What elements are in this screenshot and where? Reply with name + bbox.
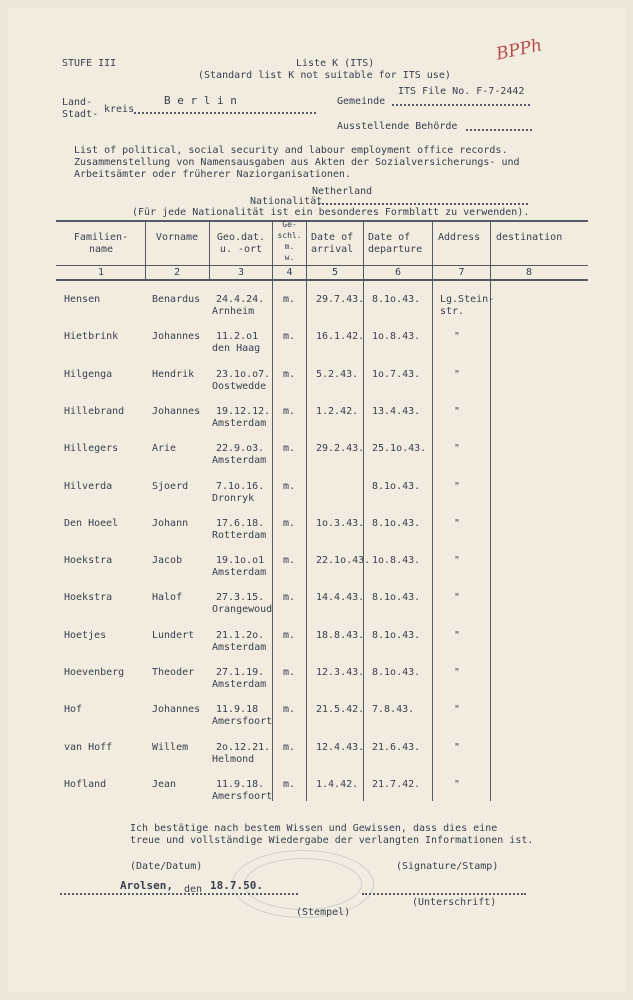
cell-arrival-date: 1.2.42. xyxy=(316,406,359,417)
cell-address: " xyxy=(454,667,461,678)
cell-birth-date: 19.1o.o1 xyxy=(216,555,265,566)
cell-surname: Hillebrand xyxy=(64,406,125,417)
cell-sex: m. xyxy=(283,443,296,454)
cell-birth-place: Arnheim xyxy=(212,306,255,317)
cell-departure-date: 1o.8.43. xyxy=(372,555,421,566)
behoerde-label: Ausstellende Behörde xyxy=(337,121,458,132)
cell-address: " xyxy=(454,443,461,454)
intro-line-3: Arbeitsämter oder früherer Naziorganisationen. xyxy=(74,169,351,180)
cell-first-name: Jean xyxy=(152,779,177,790)
cell-birth-place: Orangewoud xyxy=(212,604,273,615)
gemeinde-label: Gemeinde xyxy=(337,96,386,107)
cell-arrival-date: 14.4.43. xyxy=(316,592,365,603)
cell-arrival-date: 18.8.43. xyxy=(316,630,365,641)
cell-address: " xyxy=(454,779,461,790)
cell-arrival-date: 16.1.42. xyxy=(316,331,365,342)
cell-departure-date: 25.1o.43. xyxy=(372,443,427,454)
cell-birth-date: 11.2.o1 xyxy=(216,331,259,342)
liste-subtitle: (Standard list K not suitable for ITS use) xyxy=(198,70,451,81)
col-number: 7 xyxy=(458,267,465,278)
cell-birth-date: 23.1o.o7. xyxy=(216,369,271,380)
cell-birth-place: Amsterdam xyxy=(212,418,267,429)
cell-sex: m. xyxy=(283,630,296,641)
cell-sex: m. xyxy=(283,555,296,566)
cell-birth-place: Dronryk xyxy=(212,493,255,504)
cell-address: " xyxy=(454,406,461,417)
cell-departure-date: 1o.7.43. xyxy=(372,369,421,380)
cell-address: " xyxy=(454,704,461,715)
cell-departure-date: 21.6.43. xyxy=(372,742,421,753)
col-number: 5 xyxy=(331,267,339,278)
nationality-note: (Für jede Nationalität ist ein besonderes Formblatt zu verwenden). xyxy=(132,207,530,218)
cell-sex: m. xyxy=(283,331,296,342)
cell-arrival-date: 22.1o.43. xyxy=(316,555,371,566)
cell-surname: Hilverda xyxy=(64,481,113,492)
cell-address: " xyxy=(454,518,461,529)
col-header-destination: destination xyxy=(496,232,563,243)
stufe-label: STUFE III xyxy=(62,58,117,69)
cell-surname: Hoevenberg xyxy=(64,667,125,678)
nationality-dotted-line xyxy=(318,203,528,205)
cell-departure-date: 8.1o.43. xyxy=(372,630,421,641)
cell-birth-place: Amsterdam xyxy=(212,679,267,690)
cell-birth-date: 17.6.18. xyxy=(216,518,265,529)
cell-first-name: Hendrik xyxy=(152,369,195,380)
cell-departure-date: 13.4.43. xyxy=(372,406,421,417)
table-top-rule xyxy=(56,220,588,222)
cell-first-name: Theoder xyxy=(152,667,195,678)
cell-departure-date: 8.1o.43. xyxy=(372,481,421,492)
cell-birth-date: 7.1o.16. xyxy=(216,481,265,492)
col-divider xyxy=(432,221,433,801)
confirmation-line-2: treue und vollständige Wiedergabe der verlangten Informationen ist. xyxy=(130,835,534,846)
cell-departure-date: 1o.8.43. xyxy=(372,331,421,342)
gemeinde-value: ITS File No. F-7-2442 xyxy=(398,86,525,97)
cell-birth-date: 24.4.24. xyxy=(216,294,265,305)
cell-first-name: Benardus xyxy=(152,294,201,305)
col-header-geschlecht: Ge- schl. m. w. xyxy=(277,220,302,262)
confirmation-line-1: Ich bestätige nach bestem Wissen und Gewissen, dass dies eine xyxy=(130,823,498,834)
signature-label: (Signature/Stamp) xyxy=(396,861,499,872)
cell-birth-place: Helmond xyxy=(212,754,255,765)
cell-first-name: Johannes xyxy=(152,704,201,715)
cell-surname: Hoetjes xyxy=(64,630,107,641)
cell-birth-date: 19.12.12. xyxy=(216,406,271,417)
col-header-vorname: Vorname xyxy=(155,232,199,243)
cell-surname: Hof xyxy=(64,704,83,715)
cell-first-name: Jacob xyxy=(152,555,183,566)
cell-address: " xyxy=(454,592,461,603)
den-label: den xyxy=(184,884,203,895)
cell-birth-place: Oostwedde xyxy=(212,381,267,392)
signature-dotted-line xyxy=(362,893,526,895)
cell-first-name: Arie xyxy=(152,443,177,454)
cell-sex: m. xyxy=(283,592,296,603)
cell-birth-place: Rotterdam xyxy=(212,530,267,541)
kreis-value: B e r l i n xyxy=(164,94,237,107)
cell-address: " xyxy=(454,742,461,753)
kreis-dotted-line xyxy=(134,112,316,114)
cell-arrival-date: 29.2.43. xyxy=(316,443,365,454)
cell-surname: Hoekstra xyxy=(64,592,113,603)
unterschrift-label: (Unterschrift) xyxy=(412,897,497,908)
cell-departure-date: 8.1o.43. xyxy=(372,518,421,529)
cell-birth-date: 27.1.19. xyxy=(216,667,265,678)
cell-first-name: Halof xyxy=(152,592,183,603)
cell-sex: m. xyxy=(283,481,296,492)
col-number: 4 xyxy=(286,267,293,278)
col-number: 2 xyxy=(173,267,181,278)
cell-first-name: Johannes xyxy=(152,331,201,342)
cell-surname: Den Hoeel xyxy=(64,518,119,529)
behoerde-dotted-line xyxy=(466,129,532,131)
col-header-address: Address xyxy=(438,232,481,243)
cell-departure-date: 7.8.43. xyxy=(372,704,415,715)
table-number-rule xyxy=(56,279,588,281)
cell-surname: Hietbrink xyxy=(64,331,119,342)
cell-departure-date: 8.1o.43. xyxy=(372,592,421,603)
cell-sex: m. xyxy=(283,406,296,417)
cell-sex: m. xyxy=(283,742,296,753)
cell-arrival-date: 21.5.42. xyxy=(316,704,365,715)
cell-first-name: Johannes xyxy=(152,406,201,417)
date-label: (Date/Datum) xyxy=(130,861,203,872)
cell-birth-date: 22.9.o3. xyxy=(216,443,265,454)
cell-sex: m. xyxy=(283,667,296,678)
place-value: Arolsen, xyxy=(120,879,173,892)
cell-address: " xyxy=(454,481,461,492)
cell-sex: m. xyxy=(283,369,296,380)
table-header-rule xyxy=(56,265,588,266)
cell-birth-date: 11.9.18. xyxy=(216,779,265,790)
cell-birth-date: 11.9.18 xyxy=(216,704,259,715)
cell-birth-date: 27.3.15. xyxy=(216,592,265,603)
cell-arrival-date: 1.4.42. xyxy=(316,779,359,790)
cell-sex: m. xyxy=(283,518,296,529)
cell-arrival-date: 1o.3.43. xyxy=(316,518,365,529)
col-header-familienname: Familien- name xyxy=(73,232,129,255)
cell-arrival-date: 29.7.43. xyxy=(316,294,365,305)
intro-line-1: List of political, social security and labour employment office records. xyxy=(74,145,508,156)
cell-birth-place: Amersfoort xyxy=(212,791,273,802)
col-divider xyxy=(306,221,307,801)
cell-surname: Hensen xyxy=(64,294,101,305)
kreis-label: kreis xyxy=(104,104,135,115)
cell-departure-date: 21.7.42. xyxy=(372,779,421,790)
col-header-arrival: Date of arrival xyxy=(311,232,354,255)
cell-departure-date: 8.1o.43. xyxy=(372,667,421,678)
nationality-label: Nationalität xyxy=(250,196,323,207)
stempel-label: (Stempel) xyxy=(296,907,351,918)
cell-sex: m. xyxy=(283,704,296,715)
col-number: 1 xyxy=(97,267,105,278)
cell-birth-place: Amersfoort xyxy=(212,716,273,727)
land-label: Land- xyxy=(62,97,93,108)
cell-departure-date: 8.1o.43. xyxy=(372,294,421,305)
cell-first-name: Willem xyxy=(152,742,189,753)
nationality-value: Netherland xyxy=(312,186,373,197)
cell-arrival-date: 12.3.43. xyxy=(316,667,365,678)
cell-surname: Hilgenga xyxy=(64,369,113,380)
date-value: 18.7.50. xyxy=(210,879,263,892)
cell-birth-place: Amsterdam xyxy=(212,567,267,578)
pencil-annotation: BPPh xyxy=(494,35,544,65)
cell-birth-place: den Haag xyxy=(212,343,261,354)
cell-birth-date: 21.1.2o. xyxy=(216,630,265,641)
date-dotted-line xyxy=(60,893,298,895)
col-header-geburtsdatum: Geo.dat. u. -ort xyxy=(216,232,266,255)
liste-title: Liste K (ITS) xyxy=(296,58,375,69)
cell-sex: m. xyxy=(283,779,296,790)
gemeinde-dotted-line xyxy=(392,104,530,106)
cell-first-name: Sjoerd xyxy=(152,481,189,492)
cell-sex: m. xyxy=(283,294,296,305)
cell-surname: Hillegers xyxy=(64,443,119,454)
col-number: 8 xyxy=(525,267,533,278)
col-number: 3 xyxy=(237,267,245,278)
cell-surname: van Hoff xyxy=(64,742,113,753)
cell-address: Lg.Stein- str. xyxy=(440,294,495,317)
cell-first-name: Lundert xyxy=(152,630,195,641)
cell-birth-date: 2o.12.21. xyxy=(216,742,271,753)
cell-birth-place: Amsterdam xyxy=(212,455,267,466)
cell-arrival-date: 5.2.43. xyxy=(316,369,359,380)
cell-address: " xyxy=(454,331,461,342)
intro-line-2: Zusammenstellung von Namensausgaben aus Akten der Sozialversicherungs- und xyxy=(74,157,520,168)
col-divider xyxy=(272,221,273,801)
cell-address: " xyxy=(454,630,461,641)
cell-birth-place: Amsterdam xyxy=(212,642,267,653)
cell-arrival-date: 12.4.43. xyxy=(316,742,365,753)
cell-address: " xyxy=(454,555,461,566)
cell-first-name: Johann xyxy=(152,518,189,529)
col-header-departure: Date of departure xyxy=(368,232,423,255)
stadt-label: Stadt- xyxy=(62,109,99,120)
col-number: 6 xyxy=(394,267,402,278)
cell-surname: Hoekstra xyxy=(64,555,113,566)
cell-surname: Hofland xyxy=(64,779,107,790)
cell-address: " xyxy=(454,369,461,380)
